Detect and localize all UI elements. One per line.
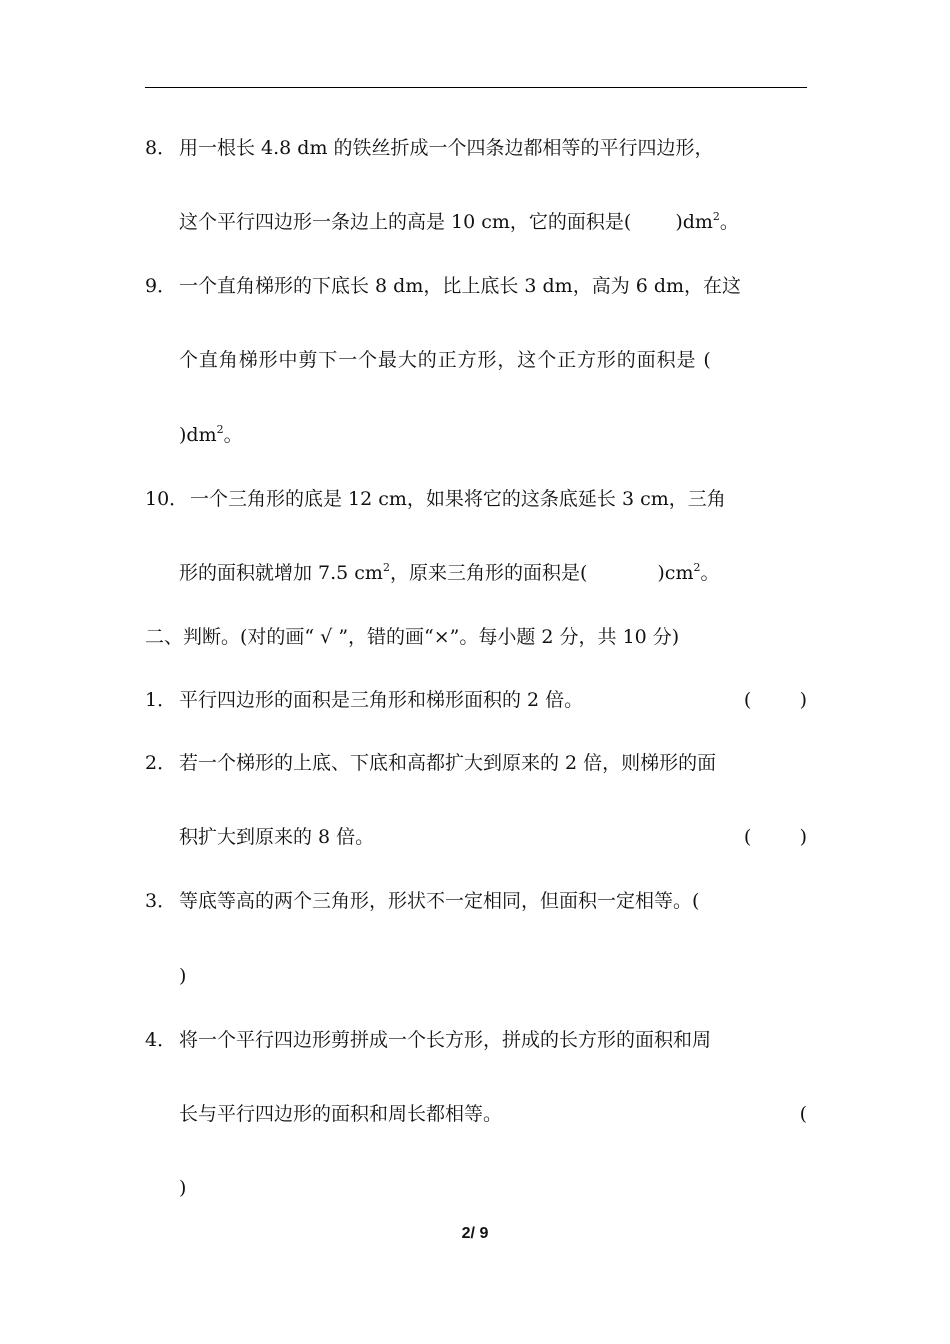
page-number: 2/ 9 — [461, 1225, 489, 1242]
q8-unit: )dm — [675, 211, 713, 233]
judge3-line1 — [145, 889, 807, 913]
q9-end: 。 — [223, 424, 243, 446]
judge1-number: 1． — [145, 689, 177, 711]
q9-unit-sup: 2 — [216, 423, 224, 436]
q9-line2 — [179, 348, 807, 372]
q10-unit-sup-b: 2 — [693, 561, 701, 574]
judge2-line2 — [179, 825, 807, 849]
judge3-line2[interactable]: ) — [179, 965, 187, 987]
q8-stem: 用一根长 4.8 dm 的铁丝折成一个四条边都相等的平行四边形， — [179, 137, 714, 159]
q10-end: 。 — [700, 562, 720, 584]
q8-number: 8． — [145, 137, 177, 159]
judge4-stem: 将一个平行四边形剪拼成一个长方形，拼成的长方形的面积和周 — [179, 1029, 712, 1051]
header-rule — [145, 87, 807, 88]
judge1-stem: 平行四边形的面积是三角形和梯形面积的 2 倍。 — [179, 689, 584, 711]
q10-unit-sup-a: 2 — [382, 561, 390, 574]
q9-line1 — [145, 274, 807, 298]
q8-unit-sup: 2 — [712, 210, 720, 223]
q10-line1 — [145, 487, 807, 511]
judge4-line1 — [145, 1028, 807, 1052]
q10-stem-cont2: ，原来三角形的面积是( — [389, 562, 588, 584]
q10-number: 10． — [145, 488, 189, 510]
q9-line3 — [179, 423, 807, 447]
q10-unit: )cm — [657, 562, 694, 584]
q8-stem-cont: 这个平行四边形一条边上的高是 10 cm，它的面积是( — [179, 211, 632, 233]
q9-stem: 一个直角梯形的下底长 8 dm，比上底长 3 dm，高为 6 dm，在这 — [179, 275, 742, 297]
q9-number: 9． — [145, 275, 177, 297]
q8-end: 。 — [719, 211, 739, 233]
q10-stem-cont: 形的面积就增加 7.5 cm — [179, 562, 383, 584]
judge2-stem-cont: 积扩大到原来的 8 倍。 — [179, 826, 375, 848]
q8-line1 — [145, 136, 807, 160]
judge3-stem: 等底等高的两个三角形，形状不一定相同，但面积一定相等。( — [179, 890, 700, 912]
judge2-answer-paren[interactable]: ( ) — [743, 826, 807, 848]
q10-stem: 一个三角形的底是 12 cm，如果将它的这条底延长 3 cm，三角 — [190, 488, 726, 510]
judge4-line2 — [179, 1102, 807, 1126]
q9-unit: )dm — [179, 424, 217, 446]
judge4-answer-paren-open[interactable]: ( — [799, 1103, 807, 1125]
judge3-number: 3． — [145, 890, 177, 912]
judge1-line1 — [145, 688, 807, 712]
judge2-stem: 若一个梯形的上底、下底和高都扩大到原来的 2 倍，则梯形的面 — [179, 752, 717, 774]
judge2-line1 — [145, 751, 807, 775]
section2-heading: 二、判断。(对的画“ √ ”，错的画“×”。每小题 2 分，共 10 分) — [145, 626, 680, 648]
judge4-stem-cont: 长与平行四边形的面积和周长都相等。 — [179, 1103, 503, 1125]
q8-line2 — [179, 210, 807, 234]
judge1-answer-paren[interactable]: ( ) — [743, 689, 807, 711]
judge2-number: 2． — [145, 752, 177, 774]
judge4-number: 4． — [145, 1029, 177, 1051]
judge4-answer-paren-close[interactable]: ) — [179, 1177, 187, 1199]
q10-line2 — [179, 561, 807, 585]
q9-stem-cont: 个直角梯形中剪下一个最大的正方形，这个正方形的面积是 ( — [179, 349, 712, 371]
